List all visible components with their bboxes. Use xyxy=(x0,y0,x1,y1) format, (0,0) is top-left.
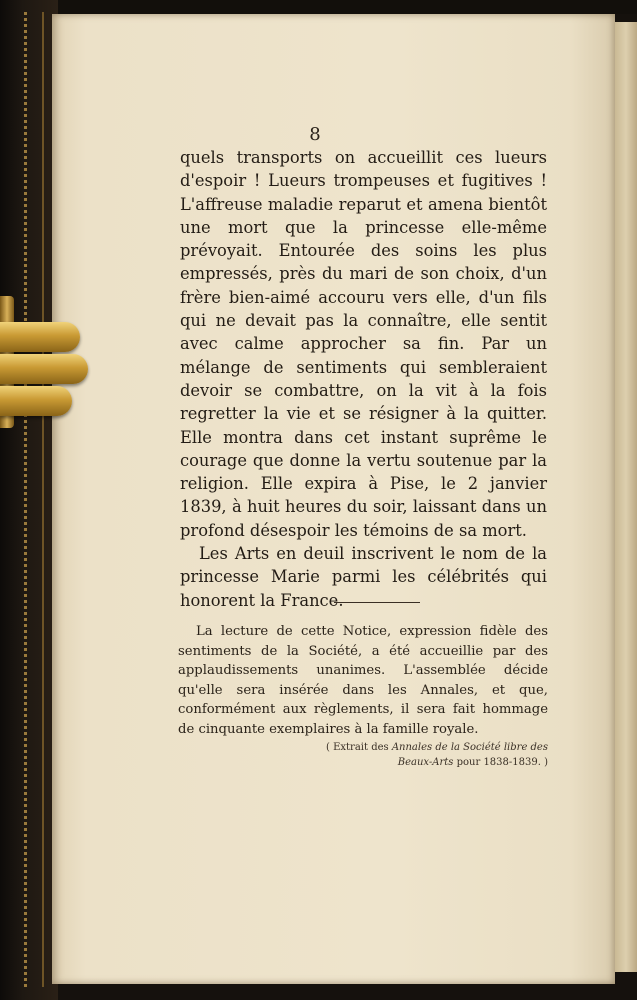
next-page-edge xyxy=(615,22,637,972)
clasp-finger xyxy=(0,322,80,352)
extract-citation xyxy=(300,741,548,770)
gilt-border-decoration xyxy=(24,12,44,987)
paragraph: Les Arts en deuil inscrivent le nom de la princesse Marie parmi les célébrités qui honorent la France. xyxy=(180,544,547,610)
section-divider xyxy=(334,602,420,603)
paragraph: quels transports on accueillit ces lueurs d'espoir ! Lueurs trompeuses et fugitives ! L'affreuse maladie reparut et amena bientôt une mort que la princesse elle-même prévoyait. Entourée des soins les plus empressés, près du mari de son choix, d'un frère bien-aimé accouru vers elle, d'un fils qui ne devait pas la connaître, elle sentit avec calme approcher sa fin. Par un mélange de sentiments qui sembleraient devoir se combattre, on la vit à la fois regretter la vie et se résigner à la quitter. Elle montra dans cet instant suprême le courage que donne la vertu soutenue par la religion. Elle expira à Pise, le 2 janvier 1839, à huit heures du soir, laissant dans un profond désespoir les témoins de sa mort. xyxy=(180,148,547,540)
notice-text xyxy=(178,622,548,740)
book-cover-top xyxy=(0,0,637,14)
main-text xyxy=(180,146,547,612)
extract-middle: pour xyxy=(453,756,484,768)
clasp-finger xyxy=(0,354,88,384)
extract-source: Annales de la Société libre des Beaux-Arts xyxy=(391,742,548,768)
notice-paragraph: La lecture de cette Notice, expression fidèle des sentiments de la Société, a été accueillie par des applaudissements unanimes. L'assemblée décide qu'elle sera insérée dans les Annales, et que, conformément aux règlements, il sera fait hommage de cinquante exemplaires à la famille royale. xyxy=(178,624,548,737)
clasp-finger xyxy=(0,386,72,416)
extract-years: 1838-1839. xyxy=(483,756,541,768)
page-number: 8 xyxy=(309,124,321,145)
gold-clasp xyxy=(0,292,92,432)
extract-open: ( Extrait des xyxy=(326,742,392,753)
extract-close: ) xyxy=(540,756,548,768)
